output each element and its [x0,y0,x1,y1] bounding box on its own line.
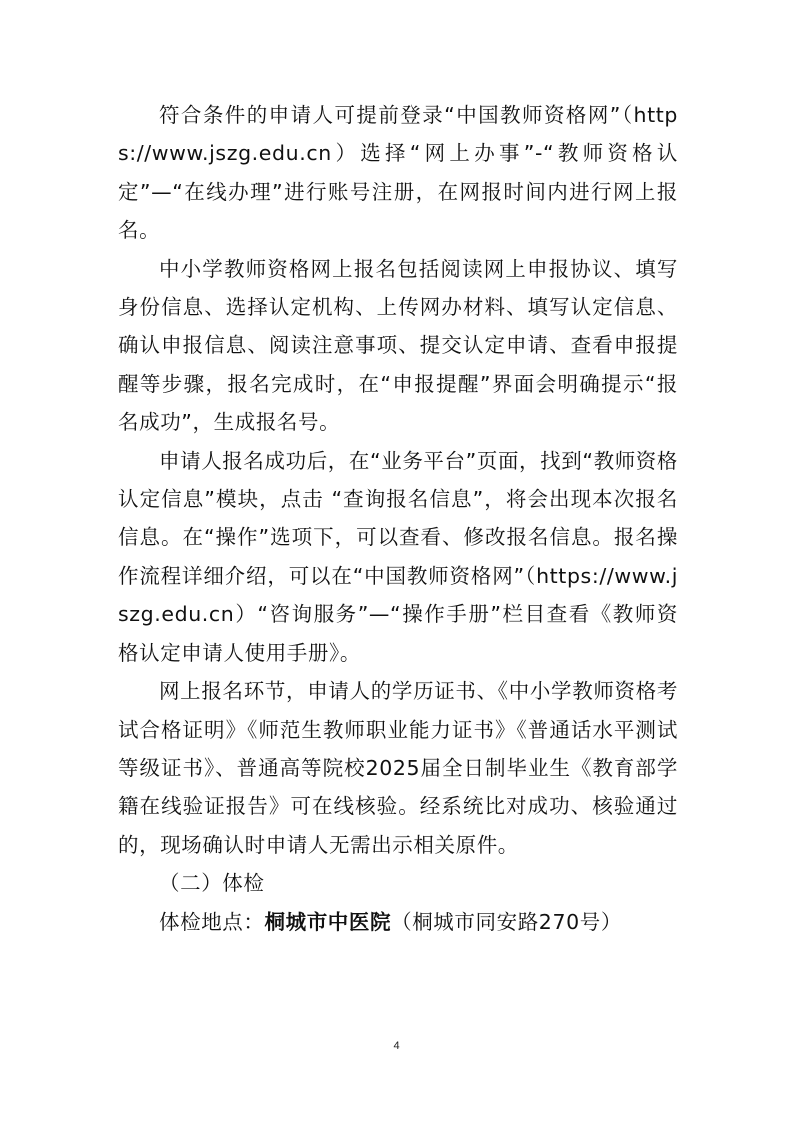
exam-hospital-address: （桐城市同安路270号） [391,909,622,934]
paragraph-registration-login: 符合条件的申请人可提前登录“中国教师资格网”（https://www.jszg.edu.cn）选择“网上办事”-“教师资格认定”—“在线办理”进行账号注册，在网报时间内进行网上报名。 [118,103,678,243]
exam-location-line [118,903,678,941]
paragraph-online-verification: 网上报名环节，申请人的学历证书、《中小学教师资格考试合格证明》《师范生教师职业能力证书》《普通话水平测试等级证书》、普通高等院校2025届全日制毕业生《教育部学籍在线验证报告》可在线核验。经系统比对成功、核验通过的，现场确认时申请人无需出示相关原件。 [118,679,678,857]
exam-location-label: 体检地点： [159,909,265,934]
paragraph-registration-query: 申请人报名成功后，在“业务平台”页面，找到“教师资格认定信息”模块，点击 “查询报名信息”，将会出现本次报名信息。在“操作”选项下，可以查看、修改报名信息。报名操作流程详细介绍，可以在“中国教师资格网”（https://www.jszg.edu.cn）“咨询服务”—“操作手册”栏目查看《教师资格认定申请人使用手册》。 [118,448,678,665]
document-body [118,96,678,941]
section-heading-physical-exam: （二）体检 [159,871,265,896]
exam-hospital-name: 桐城市中医院 [264,909,392,934]
paragraph-registration-steps: 中小学教师资格网上报名包括阅读网上申报协议、填写身份信息、选择认定机构、上传网办材料、填写认定信息、确认申报信息、阅读注意事项、提交认定申请、查看申报提醒等步骤，报名完成时，在“申报提醒”界面会明确提示“报名成功”，生成报名号。 [118,256,678,435]
page-number: 4 [393,1040,400,1052]
